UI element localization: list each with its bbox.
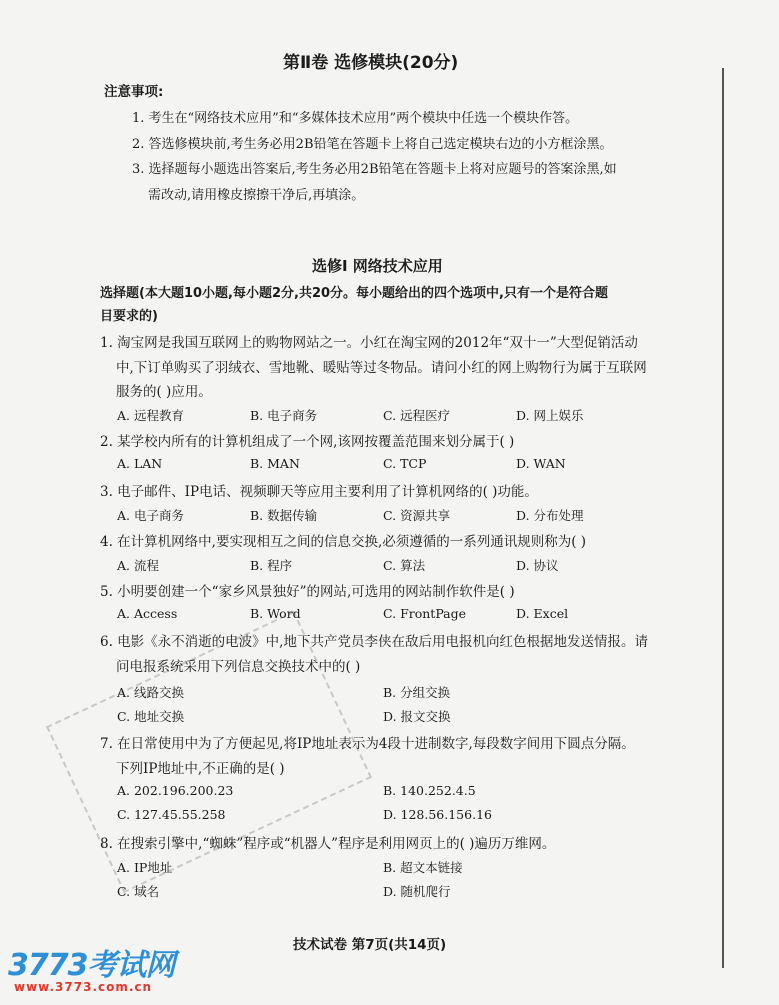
option-d: D. Excel — [516, 606, 569, 621]
notice-item: 1. 考生在“网络技术应用”和“多媒体技术应用”两个模块中任选一个模块作答。 — [132, 111, 579, 126]
question-text: 问电报系统采用下列信息交换技术中的( ) — [116, 659, 361, 675]
option-a: A. IP地址 — [117, 860, 173, 875]
option-c: C. FrontPage — [383, 606, 467, 621]
notice-item: 需改动,请用橡皮擦擦干净后,再填涂。 — [148, 188, 365, 203]
option-a: A. 线路交换 — [117, 685, 184, 700]
option-c: C. 资源共享 — [383, 508, 451, 523]
question-text: 5. 小明要创建一个“家乡风景独好”的网站,可选用的网站制作软件是( ) — [100, 584, 515, 600]
option-c: C. 远程医疗 — [383, 408, 451, 423]
option-c: C. 127.45.55.258 — [117, 807, 226, 822]
question-text: 下列IP地址中,不正确的是( ) — [116, 761, 285, 777]
option-d: D. WAN — [516, 456, 566, 471]
option-d: D. 报文交换 — [383, 709, 451, 724]
question-text: 3. 电子邮件、IP电话、视频聊天等应用主要利用了计算机网络的( )功能。 — [100, 484, 538, 500]
question-text: 4. 在计算机网络中,要实现相互之间的信息交换,必须遵循的一系列通讯规则称为( ) — [100, 534, 587, 550]
question-text: 中,下订单购买了羽绒衣、雪地靴、暖贴等过冬物品。请问小红的网上购物行为属于互联网 — [116, 360, 647, 376]
option-d: D. 随机爬行 — [383, 884, 451, 899]
option-a: A. 远程教育 — [117, 408, 184, 423]
option-d: D. 协议 — [516, 558, 559, 573]
option-d: D. 网上娱乐 — [516, 408, 584, 423]
option-a: A. 流程 — [117, 558, 159, 573]
option-c: C. 地址交换 — [117, 709, 185, 724]
option-d: D. 128.56.156.16 — [383, 807, 492, 822]
option-b: B. MAN — [250, 456, 300, 471]
question-text: 服务的( )应用。 — [116, 384, 212, 400]
option-b: B. 电子商务 — [250, 408, 318, 423]
question-text: 7. 在日常使用中为了方便起见,将IP地址表示为4段十进制数字,每段数字间用下圆点分隔。 — [100, 736, 635, 752]
option-b: B. 数据传输 — [250, 508, 318, 523]
option-a: A. LAN — [117, 456, 163, 471]
page-title: 第Ⅱ卷 选修模块(20分) — [283, 53, 459, 73]
option-b: B. Word — [250, 606, 301, 621]
option-a: A. 电子商务 — [117, 508, 184, 523]
question-text: 2. 某学校内所有的计算机组成了一个网,该网按覆盖范围来划分属于( ) — [100, 434, 515, 450]
notice-heading: 注意事项: — [104, 84, 164, 100]
section-instruction: 选择题(本大题10小题,每小题2分,共20分。每小题给出的四个选项中,只有一个是符合题 — [100, 286, 608, 301]
notice-item: 3. 选择题每小题选出答案后,考生务必用2B铅笔在答题卡上将对应题号的答案涂黑,如 — [132, 162, 617, 177]
watermark-url: www.3773.com.cn — [14, 980, 153, 994]
notice-item: 2. 答选修模块前,考生务必用2B铅笔在答题卡上将自己选定模块右边的小方框涂黑。 — [132, 137, 613, 152]
section-title: 选修Ⅰ 网络技术应用 — [312, 257, 443, 275]
page-footer: 技术试卷 第7页(共14页) — [293, 937, 447, 953]
option-a: A. Access — [117, 606, 178, 621]
option-d: D. 分布处理 — [516, 508, 584, 523]
section-instruction: 目要求的) — [100, 309, 158, 324]
question-text: 6. 电影《永不消逝的电波》中,地下共产党员李侠在敌后用电报机向红色根据地发送情报。请 — [100, 634, 648, 650]
option-c: C. 域名 — [117, 884, 160, 899]
option-b: B. 程序 — [250, 558, 293, 573]
option-c: C. TCP — [383, 456, 427, 471]
option-a: A. 202.196.200.23 — [117, 783, 234, 798]
question-text: 8. 在搜索引擎中,“蜘蛛”程序或“机器人”程序是利用网页上的( )遍历万维网。 — [100, 836, 556, 852]
question-text: 1. 淘宝网是我国互联网上的购物网站之一。小红在淘宝网的2012年“双十一”大型促销活动 — [100, 335, 638, 351]
watermark-logo: 3773考试网 — [8, 948, 175, 983]
option-b: B. 140.252.4.5 — [383, 783, 476, 798]
option-c: C. 算法 — [383, 558, 426, 573]
option-b: B. 分组交换 — [383, 685, 451, 700]
scan-edge-line — [722, 68, 724, 968]
option-b: B. 超文本链接 — [383, 860, 463, 875]
